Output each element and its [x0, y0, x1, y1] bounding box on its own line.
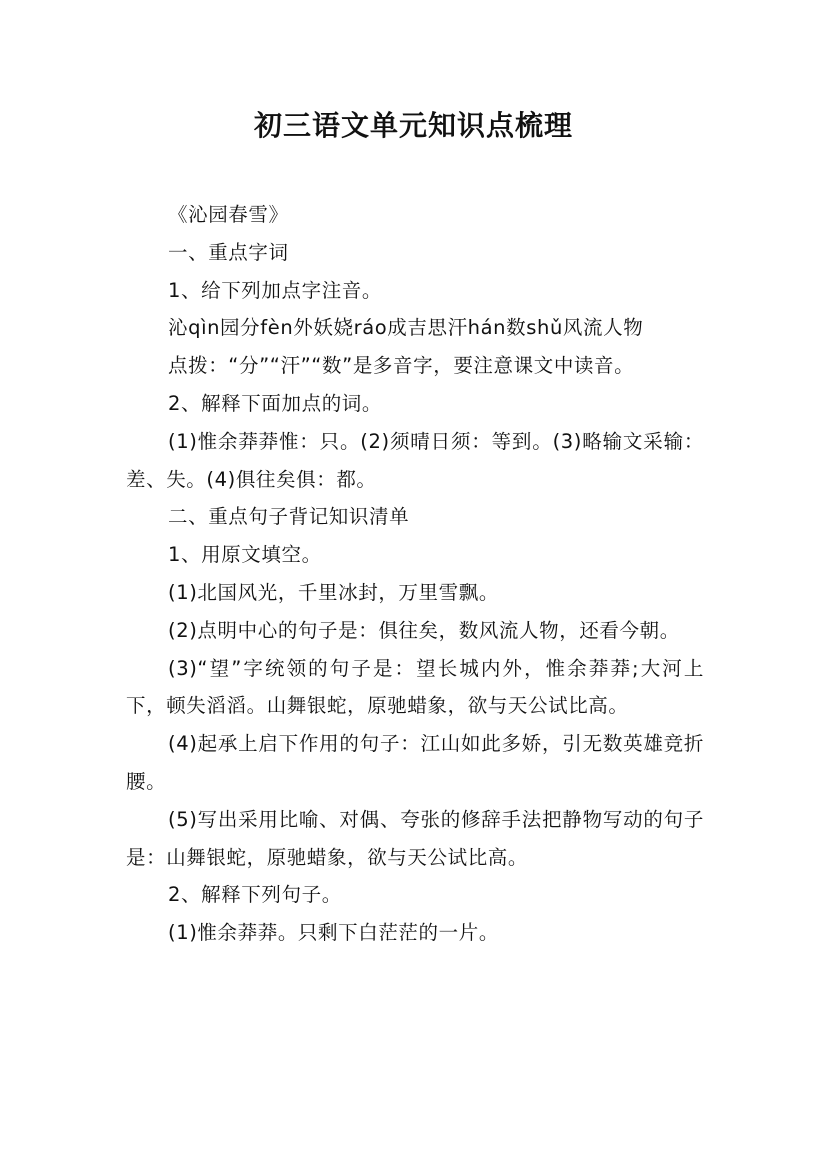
- document-title: 初三语文单元知识点梳理: [253, 109, 573, 142]
- paragraph-section-key-sentences: 二、重点句子背记知识清单: [168, 505, 410, 529]
- paragraph-pinyin-task: 1、给下列加点字注音。: [168, 278, 383, 302]
- paragraph-fill-blank-5: (5)写出采用比喻、对偶、夸张的修辞手法把静物写动的句子是：山舞银蛇，原驰蜡象，欲与天公试比高。: [126, 807, 704, 869]
- paragraph-explain-sentences-task: 2、解释下列句子。: [168, 883, 342, 907]
- paragraph-explain-sentences-1: (1)惟余莽莽。只剩下白茫茫的一片。: [168, 921, 499, 945]
- paragraph-fill-blank-4: (4)起承上启下作用的句子：江山如此多娇，引无数英雄竞折腰。: [126, 732, 704, 793]
- paragraph-fill-blank-task: 1、用原文填空。: [168, 543, 322, 567]
- paragraph-fill-blank-3: (3)“望”字统领的句子是：望长城内外，惟余莽莽;大河上下，顿失滔滔。山舞银蛇，原驰蜡象，欲与天公试比高。: [126, 656, 704, 718]
- paragraph-poem-title: 《沁园春雪》: [168, 203, 289, 226]
- paragraph-section-key-words: 一、重点字词: [168, 240, 289, 264]
- paragraph-pinyin-tip: 点拨：“分”“汗”“数”是多音字，要注意课文中读音。: [168, 354, 635, 378]
- paragraph-fill-blank-1: (1)北国风光，千里冰封，万里雪飘。: [168, 580, 499, 604]
- paragraph-explain-words-answers: (1)惟余莽莽惟：只。(2)须晴日须：等到。(3)略输文采输：差、失。(4)俱往矣俱：都。: [126, 429, 704, 491]
- paragraph-pinyin-answers: 沁qìn园分fèn外妖娆ráo成吉思汗hán数shǔ风流人物: [168, 316, 644, 340]
- paragraph-fill-blank-2: (2)点明中心的句子是：俱往矣，数风流人物，还看今朝。: [168, 618, 680, 642]
- paragraph-explain-words-task: 2、解释下面加点的词。: [168, 391, 383, 415]
- document-body: [126, 196, 704, 952]
